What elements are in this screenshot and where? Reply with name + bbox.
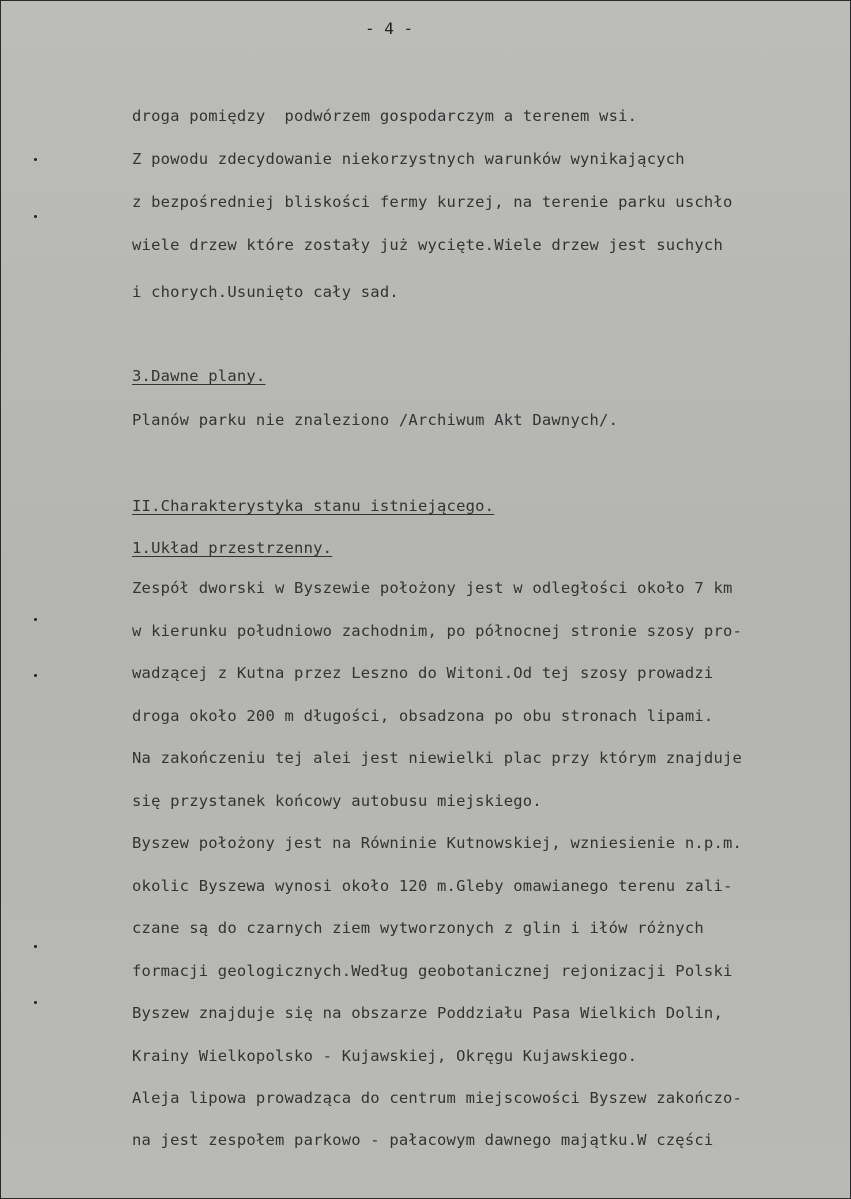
margin-mark <box>34 618 37 621</box>
text-line: czane są do czarnych ziem wytworzonych z glin i iłów różnych <box>132 919 704 937</box>
text-line: Aleja lipowa prowadząca do centrum miejscowości Byszew zakończo- <box>132 1089 743 1107</box>
text-line: Krainy Wielkopolsko - Kujawskiej, Okręgu Kujawskiego. <box>132 1047 638 1065</box>
text-line: droga około 200 m długości, obsadzona po obu stronach lipami. <box>132 707 714 725</box>
section-heading: 3.Dawne plany. <box>132 367 266 385</box>
margin-mark <box>34 158 37 161</box>
page-number: - 4 - <box>365 19 414 38</box>
text-line: droga pomiędzy podwórzem gospodarczym a terenem wsi. <box>132 107 638 125</box>
margin-mark <box>34 1001 37 1004</box>
text-line: Na zakończeniu tej alei jest niewielki plac przy którym znajduje <box>132 749 743 767</box>
text-line: w kierunku południowo zachodnim, po północnej stronie szosy pro- <box>132 622 743 640</box>
text-line: Planów parku nie znaleziono /Archiwum Akt Dawnych/. <box>132 411 619 429</box>
section-heading: 1.Układ przestrzenny. <box>132 539 333 557</box>
text-line: Z powodu zdecydowanie niekorzystnych warunków wynikających <box>132 150 685 168</box>
chapter-heading: II.Charakterystyka stanu istniejącego. <box>132 497 495 515</box>
margin-mark <box>34 945 37 948</box>
text-line: z bezpośredniej bliskości fermy kurzej, na terenie parku uschło <box>132 193 733 211</box>
text-line: Byszew znajduje się na obszarze Poddziału Pasa Wielkich Dolin, <box>132 1004 723 1022</box>
text-line: okolic Byszewa wynosi około 120 m.Gleby omawianego terenu zali- <box>132 877 733 895</box>
text-line: na jest zespołem parkowo - pałacowym dawnego majątku.W części <box>132 1131 714 1149</box>
text-line: Byszew położony jest na Równinie Kutnowskiej, wzniesienie n.p.m. <box>132 834 743 852</box>
margin-mark <box>34 215 37 218</box>
text-line: formacji geologicznych.Według geobotanicznej rejonizacji Polski <box>132 962 733 980</box>
margin-mark <box>34 674 37 677</box>
text-line: wadzącej z Kutna przez Leszno do Witoni.Od tej szosy prowadzi <box>132 664 714 682</box>
text-line: i chorych.Usunięto cały sad. <box>132 283 399 301</box>
text-line: Zespół dworski w Byszewie położony jest w odległości około 7 km <box>132 579 733 597</box>
text-line: się przystanek końcowy autobusu miejskiego. <box>132 792 542 810</box>
text-line: wiele drzew które zostały już wycięte.Wiele drzew jest suchych <box>132 236 723 254</box>
